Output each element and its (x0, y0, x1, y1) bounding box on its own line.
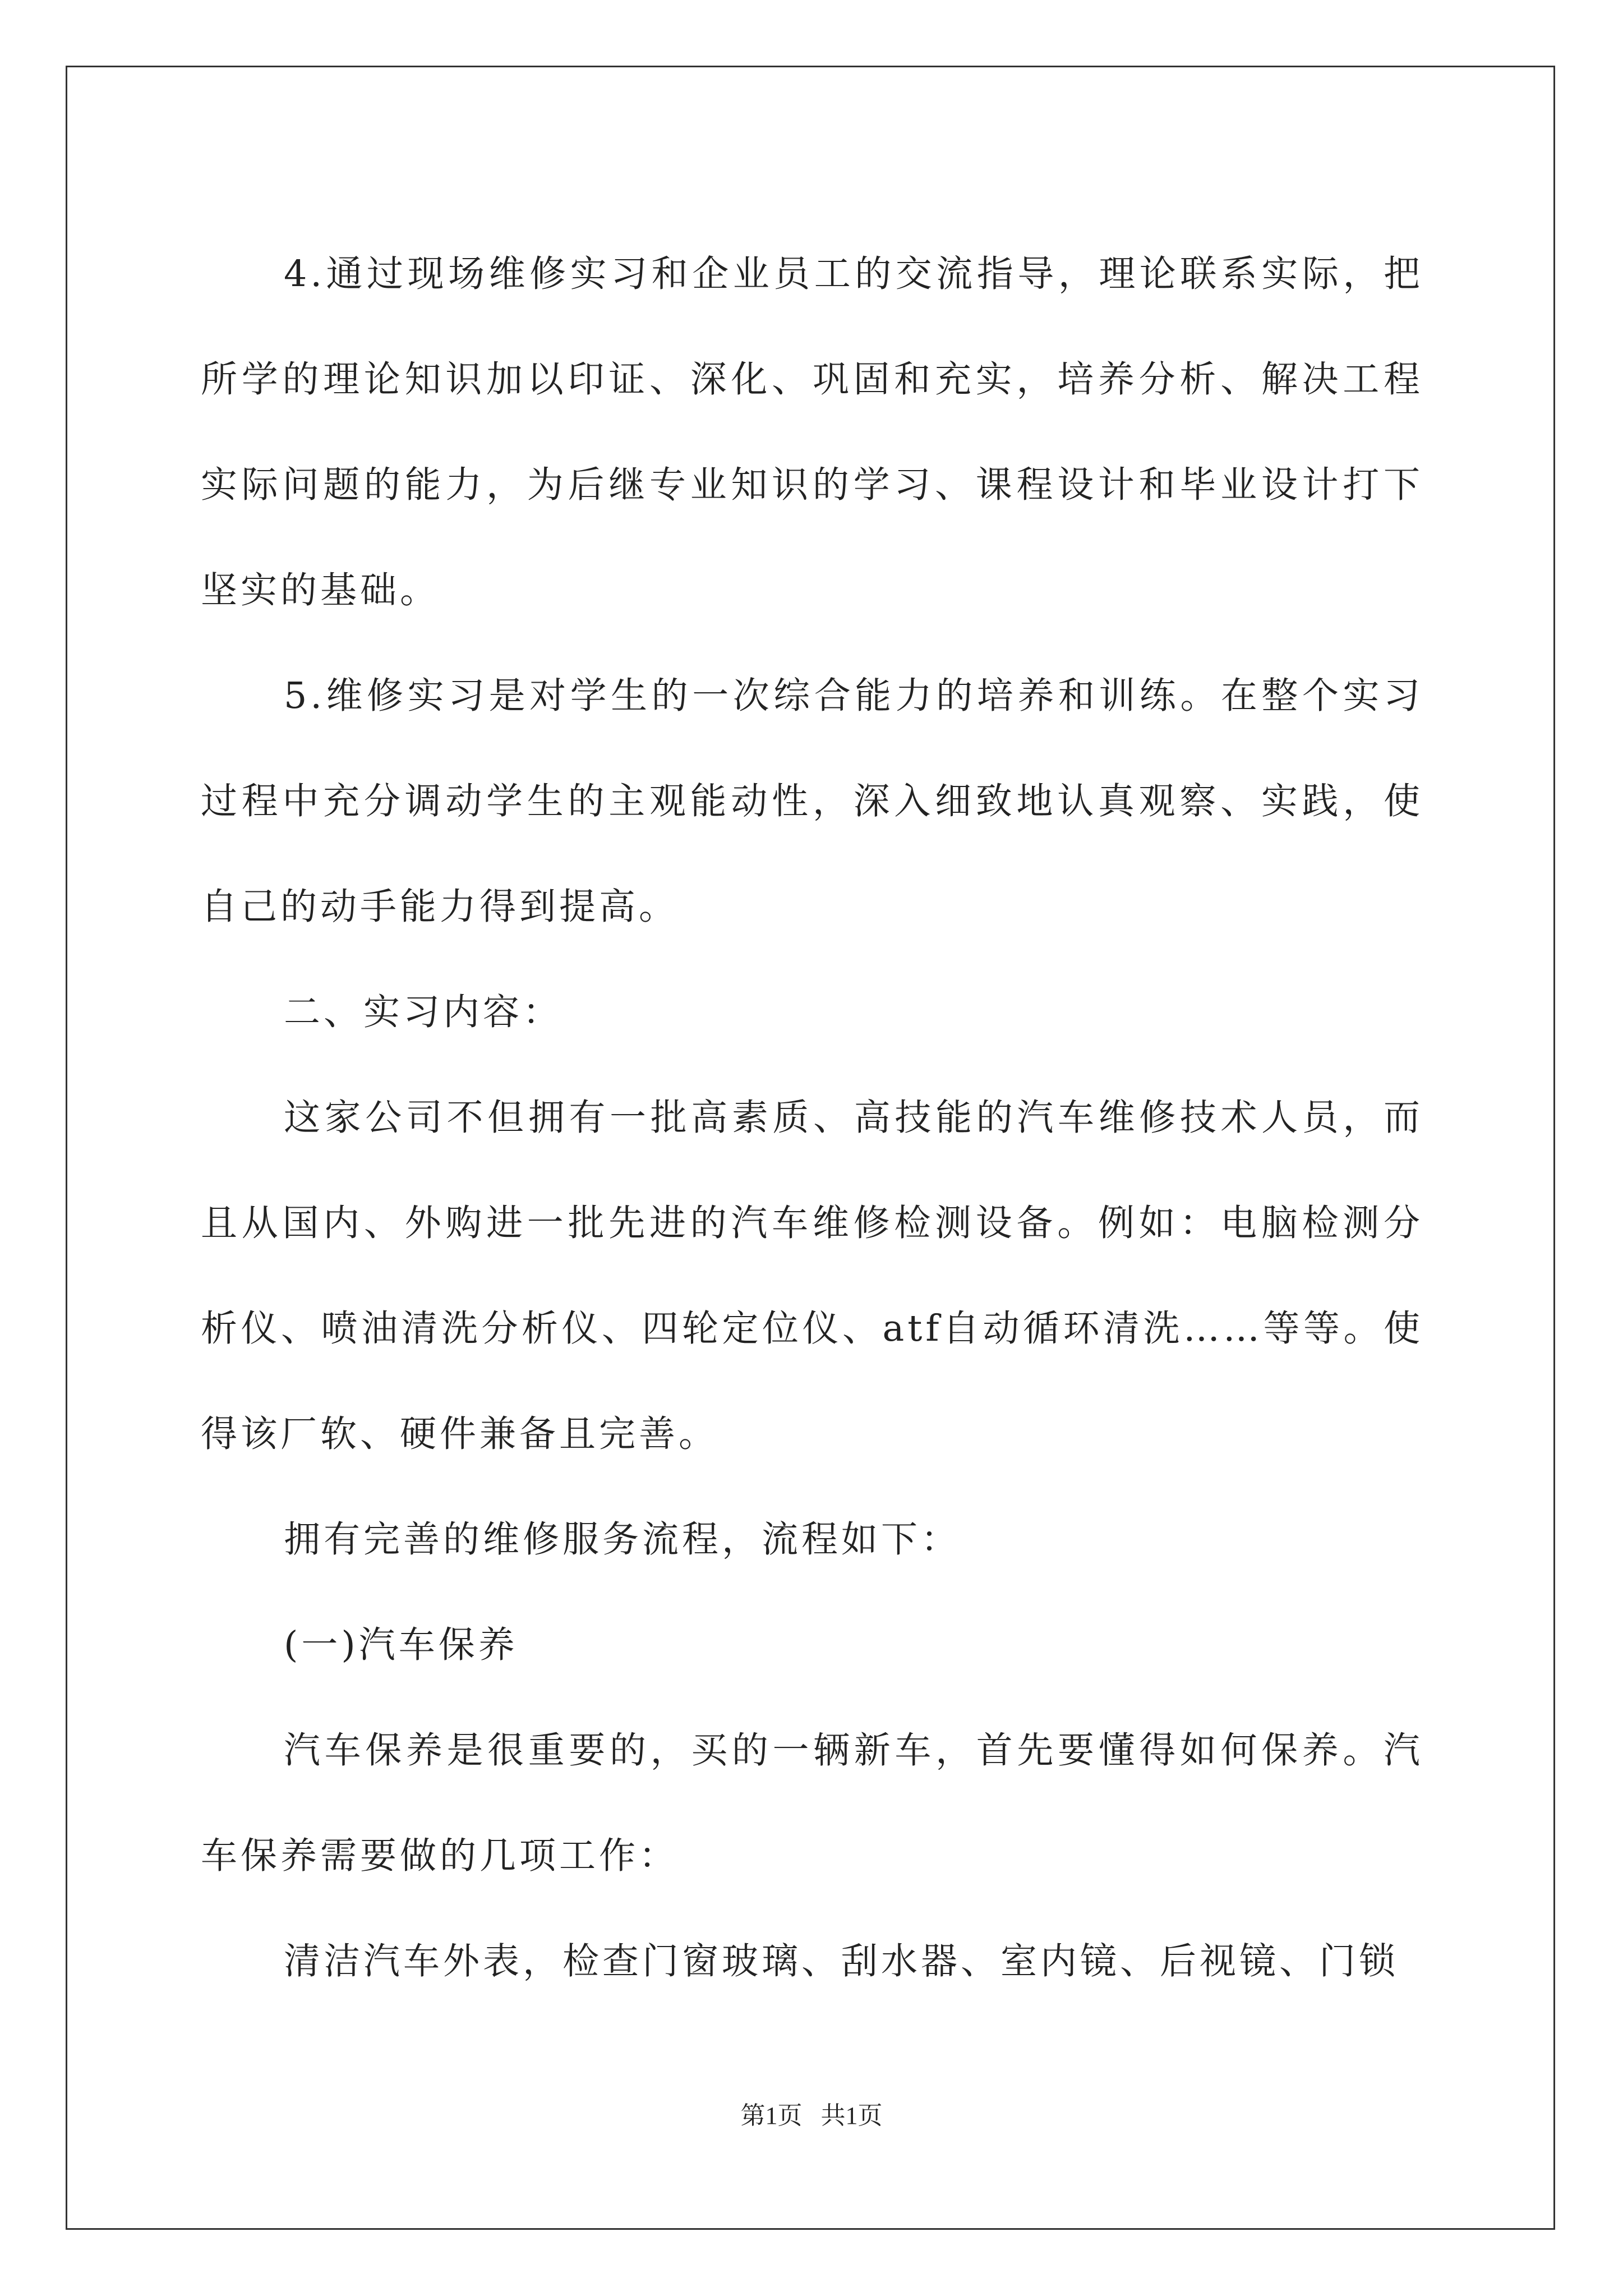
paragraph-purpose-5: 5.维修实习是对学生的一次综合能力的培养和训练。在整个实习过程中充分调动学生的主观能动性，深入细致地认真观察、实践，使自己的动手能力得到提高。 (201, 675, 1423, 928)
paragraph-company-equipment: 这家公司不但拥有一批高素质、高技能的汽车维修技术人员，而且从国内、外购进一批先进的汽车维修检测设备。例如：电脑检测分析仪、喷油清洗分析仪、四轮定位仪、atf自动循环清洗……等等。使得该厂软、硬件兼备且完善。 (201, 1097, 1423, 1455)
subsection-heading-maintenance: (一)汽车保养 (284, 1624, 518, 1666)
section-heading-content: 二、实习内容： (284, 991, 563, 1033)
page-footer (0, 2100, 1623, 2132)
paragraph-service-process: 拥有完善的维修服务流程，流程如下： (284, 1519, 961, 1561)
page-number-current: 第1页 (740, 2102, 803, 2129)
page-number-total: 共1页 (820, 2102, 883, 2129)
paragraph-purpose-4: 4.通过现场维修实习和企业员工的交流指导，理论联系实际，把所学的理论知识加以印证、深化、巩固和充实，培养分析、解决工程实际问题的能力，为后继专业知识的学习、课程设计和毕业设计打下坚实的基础。 (201, 253, 1423, 611)
paragraph-maintenance-intro: 汽车保养是很重要的，买的一辆新车，首先要懂得如何保养。汽车保养需要做的几项工作： (201, 1729, 1423, 1877)
paragraph-maintenance-tasks: 清洁汽车外表，检查门窗玻璃、刮水器、室内镜、后视镜、门锁 (284, 1940, 1399, 1982)
document-body (201, 222, 1423, 2014)
